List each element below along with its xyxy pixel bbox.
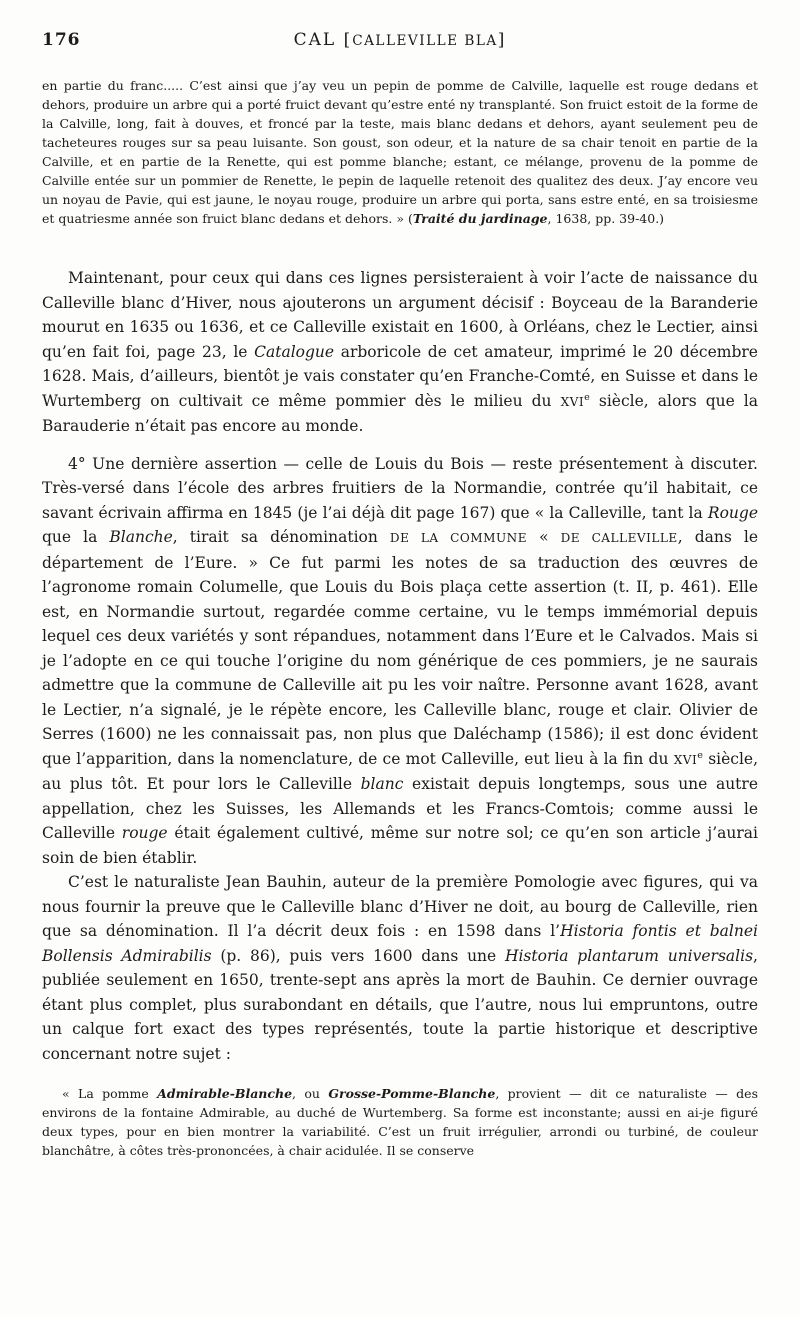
block-quote-top [42, 76, 758, 228]
text-run: (p. 86), puis vers 1600 dans une [211, 946, 505, 965]
text-run: Historia fontis et balnei Bollensis Admirabilis [42, 922, 758, 965]
text-run: DE CALLEVILLE [560, 531, 678, 545]
text-run: Historia plantarum universalis [504, 946, 754, 965]
text-run: XVI [673, 752, 698, 767]
text-run: Maintenant, pour ceux qui dans ces lignes persisteraient à voir l’acte de naissance du Calleville blanc d’Hiver, nous ajouterons un argument décisif : Boyceau de la Baranderie mourut en 1635 ou 1636, et ce Calleville existait en 1600, à Orléans, chez le Lectier, ainsi qu’en fait foi, page 23, le [42, 269, 758, 361]
text-run: , publiée seulement en 1650, trente-sept ans après la mort de Bauhin. Ce dernier ouvrage étant plus complet, plus surabondant en détails, que l’autre, nous lui empruntons, outre un calque fort exact des types représentés, toute la partie historique et descriptive concernant notre sujet : [42, 946, 758, 1063]
text-run: siècle, alors que la Barauderie n’était pas encore au monde. [42, 391, 759, 435]
text-run: que la [42, 528, 110, 546]
text-run: C’est le naturaliste Jean Bauhin, auteur de la première Pomologie avec figures, qui va nous fournir la preuve que le Calleville blanc d’Hiver ne doit, au bourg de Calleville, rien que sa dénomination. Il l’a décrit deux fois : en 1598 dans l’ [42, 873, 758, 940]
text-run: 4° Une dernière assertion — celle de Louis du Bois — reste présentement à discuter. Très-versé dans l’école des arbres fruitiers de la Normandie, contrée qu’il habitait, ce savant écrivain affirma en 1845 (je l’ai déjà dit page 167) que « la Calleville, tant la [42, 454, 758, 522]
text-run: rouge [121, 824, 168, 842]
text-run: , provient — dit ce naturaliste — des environs de la fontaine Admirable, au duché de Wurtemberg. Sa forme est inconstante; aussi en ai-je figuré deux types, pour en bien montrer la variabilité. C’est un fruit irrégulier, arrondi ou turbiné, de couleur blanchâtre, à côtes très-prononcées, à chair acidulée. Il se conserve [42, 1086, 758, 1158]
text-run: , dans le département de l’Eure. » Ce fut parmi les notes de sa traduction des œuvres de l’agronome romain Columelle, que Louis du Bois plaça cette assertion (t. II, p. 461). Elle est, en Normandie surtout, regardée comme certaine, vu le temps immémorial depuis lequel ces deux variétés y sont répandues, notamment dans l’Eure et le Calvados. Mais si je l’adopte en ce qui touche l’origine du nom générique de ces pommiers, je ne saurais admettre que la commune de Calleville ait pu les voir naître. Personne avant 1628, avant le Lectier, n’a signalé, je le répète encore, les Calleville blanc, rouge et clair. Olivier de Serres (1600) ne les connaissait pas, non plus que Daléchamp (1586); il est donc évident que l’apparition, dans la nomenclature, de ce mot Calleville, eut lieu à la fin du [42, 528, 758, 768]
text-run: Traité du jardinage [412, 211, 548, 226]
text-run: Grosse-Pomme-Blanche [328, 1086, 496, 1101]
text-run: , 1638, pp. 39-40.) [547, 211, 665, 226]
text-run: Catalogue [254, 342, 335, 361]
text-run: e [584, 391, 590, 403]
text-run: , tirait sa dénomination [172, 528, 390, 546]
running-header-title [42, 30, 758, 50]
text-run: ] [497, 30, 507, 50]
text-run: « La pomme [62, 1086, 158, 1101]
text-run: Rouge [707, 503, 758, 522]
text-run: XVI [560, 394, 585, 409]
text-run: était également cultivé, même sur notre sol; ce qu’en son article j’aurai soin de bien établir. [42, 824, 758, 867]
text-run: DE LA COMMUNE [389, 531, 528, 545]
text-run: existait depuis longtemps, sous une autre appellation, chez les Suisses, les Allemands et les Francs-Comtois; comme aussi le Calleville [42, 775, 758, 842]
text-run: blanc [360, 775, 404, 793]
text-run: CAL [ [293, 30, 353, 50]
block-quote-bottom [42, 1084, 758, 1160]
text-run: arboricole de cet amateur, imprimé le 20 décembre 1628. Mais, d’ailleurs, bientôt je vais constater qu’en Franche-Comté, en Suisse et dans le Wurtemberg on cultivait ce même pommier dès le milieu du [42, 342, 758, 410]
running-header [42, 30, 758, 54]
body-paragraph [42, 266, 758, 439]
text-run: Blanche [109, 528, 173, 546]
text-run: , ou [292, 1086, 329, 1101]
text-run: siècle, au plus tôt. Et pour lors le Calleville [42, 749, 759, 793]
text-run: e [697, 749, 703, 761]
page-number: 176 [42, 30, 81, 50]
text-run: Admirable-Blanche [157, 1086, 293, 1101]
body-paragraph [42, 452, 758, 871]
body-paragraph [42, 870, 758, 1066]
text-run: en partie du franc..... C’est ainsi que j’ay veu un pepin de pomme de Calville, laquelle est rouge dedans et dehors, produire un arbre qui a porté fruict devant qu’estre enté ny transplanté. Son fruict estoit de la forme de la Calville, long, fait à douves, et froncé par la teste, mais blanc dedans et dehors, ayant seulement peu de tacheteures rouges sur sa peau luisante. Son goust, son odeur, et la nature de sa chair tenoit en partie de la Calville, et en partie de la Renette, qui est pomme blanche; estant, ce mélange, provenu de la pomme de Calville entée sur un pommier de Renette, le pepin de laquelle retenoit des qualitez des deux. J’ay encore veu un noyau de Pavie, qui est jaune, le noyau rouge, produire un arbre qui porta, sans estre enté, en sa troisiesme et quatriesme année son fruict blanc dedans et dehors. » ( [42, 78, 758, 226]
text-run: CALLEVILLE BLA [352, 33, 498, 49]
text-run: « [527, 528, 561, 546]
